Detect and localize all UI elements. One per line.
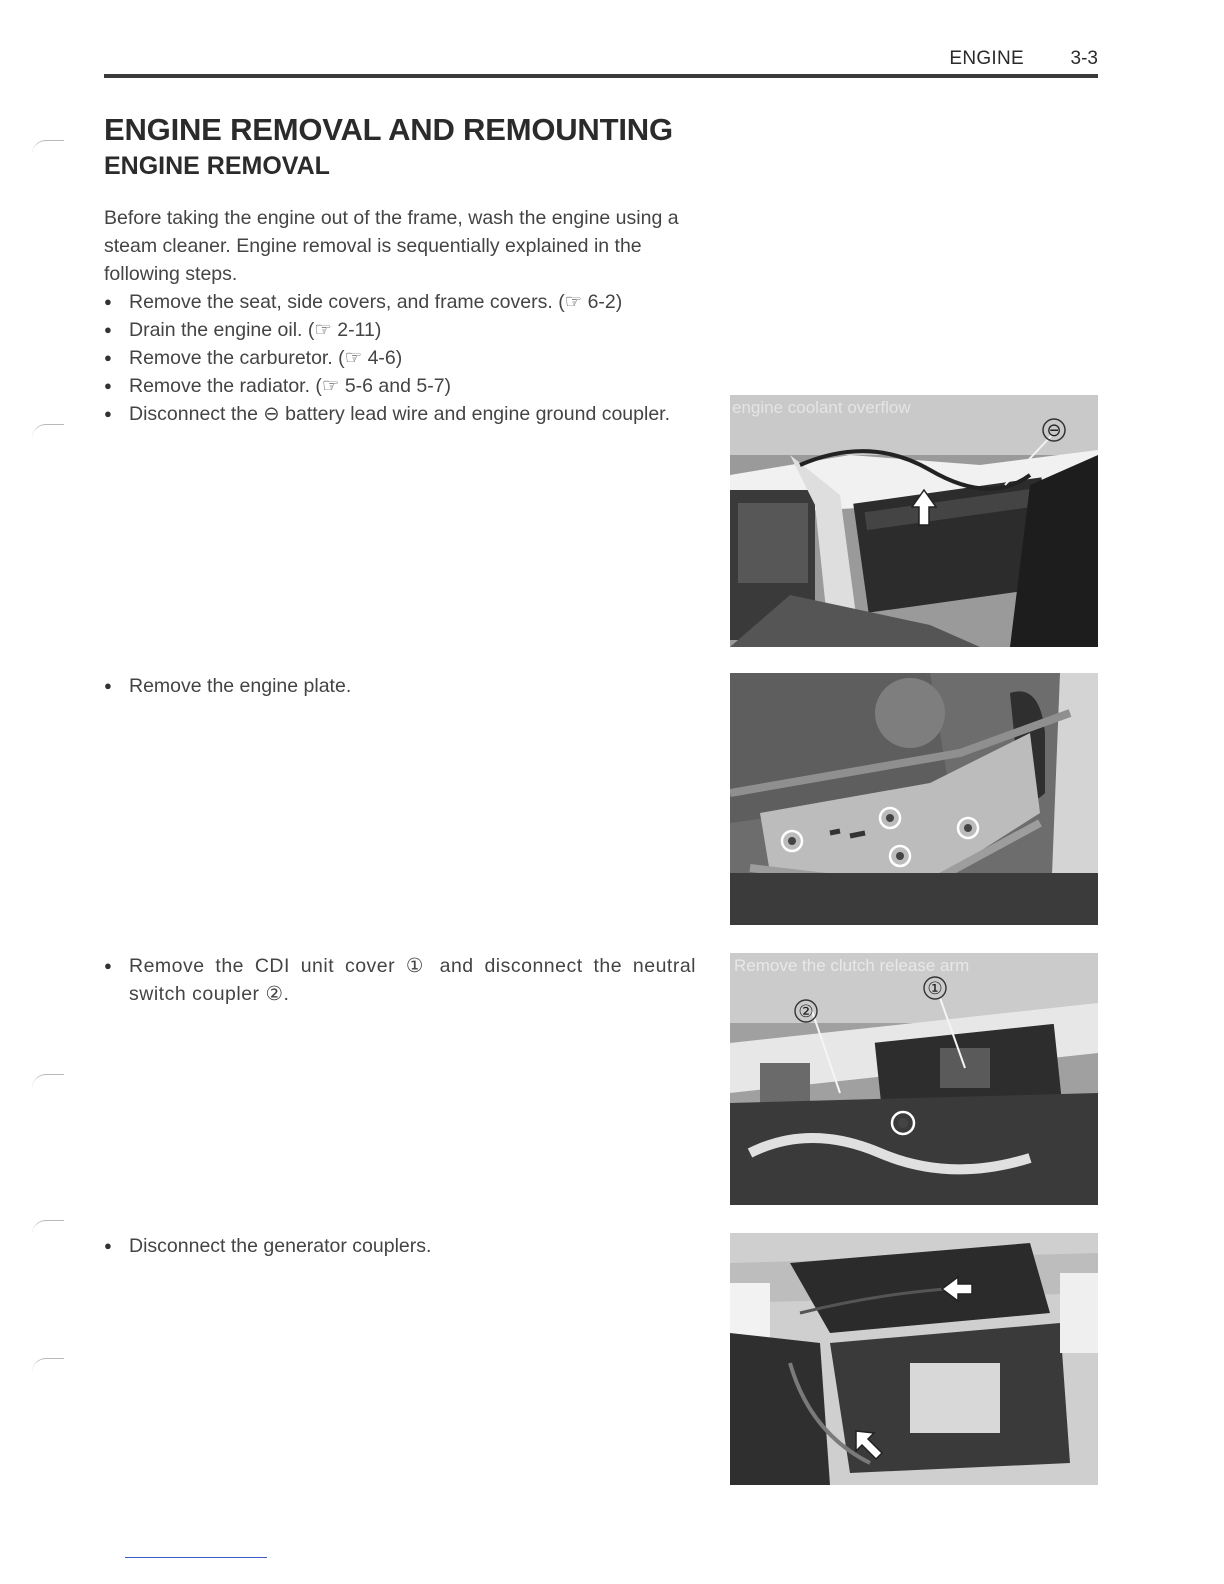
photo-generator-couplers [730,1233,1098,1485]
margin-mark [32,1358,64,1372]
margin-mark [32,1074,64,1088]
photo1-caption: engine coolant overflow [732,398,911,417]
removal-steps-list [104,288,696,428]
list-item: ● Disconnect the ⊖ battery lead wire and engine ground coupler. [104,400,696,428]
list-item: ● Remove the carburetor. (☞ 4-6) [104,344,696,372]
callout-label-1: ① [927,979,943,999]
margin-mark [32,140,64,154]
callout-label-2: ② [798,1002,814,1022]
photo3-caption: Remove the clutch release arm [734,956,970,975]
photo-cdi-cover [730,953,1098,1205]
page-title: ENGINE REMOVAL AND REMOUNTING [104,112,673,147]
step-cdi-cover: ● Remove the CDI unit cover ① and disconnect the neutral switch coupler ②. [104,952,696,1008]
intro-paragraph: Before taking the engine out of the frame, wash the engine using a steam cleaner. Engine removal is sequentially explained in the following steps. [104,207,679,285]
list-item: ● Remove the radiator. (☞ 5-6 and 5-7) [104,372,696,400]
margin-mark [32,424,64,438]
header-section-title: ENGINE [949,48,1024,69]
section-subtitle: ENGINE REMOVAL [104,152,330,180]
margin-mark [32,1220,64,1234]
step-generator-couplers: ● Disconnect the generator couplers. [104,1232,696,1260]
list-item: ● Drain the engine oil. (☞ 2-11) [104,316,696,344]
photo-engine-plate [730,673,1098,925]
step-engine-plate: ● Remove the engine plate. [104,672,696,700]
list-item: ● Remove the seat, side covers, and frame covers. (☞ 6-2) [104,288,696,316]
minus-terminal-label: ⊖ [1046,420,1062,441]
footer-link-underline [125,1557,267,1558]
photo-battery [730,395,1098,647]
page-number: 3-3 [1070,48,1098,69]
header-rule [104,74,1098,78]
